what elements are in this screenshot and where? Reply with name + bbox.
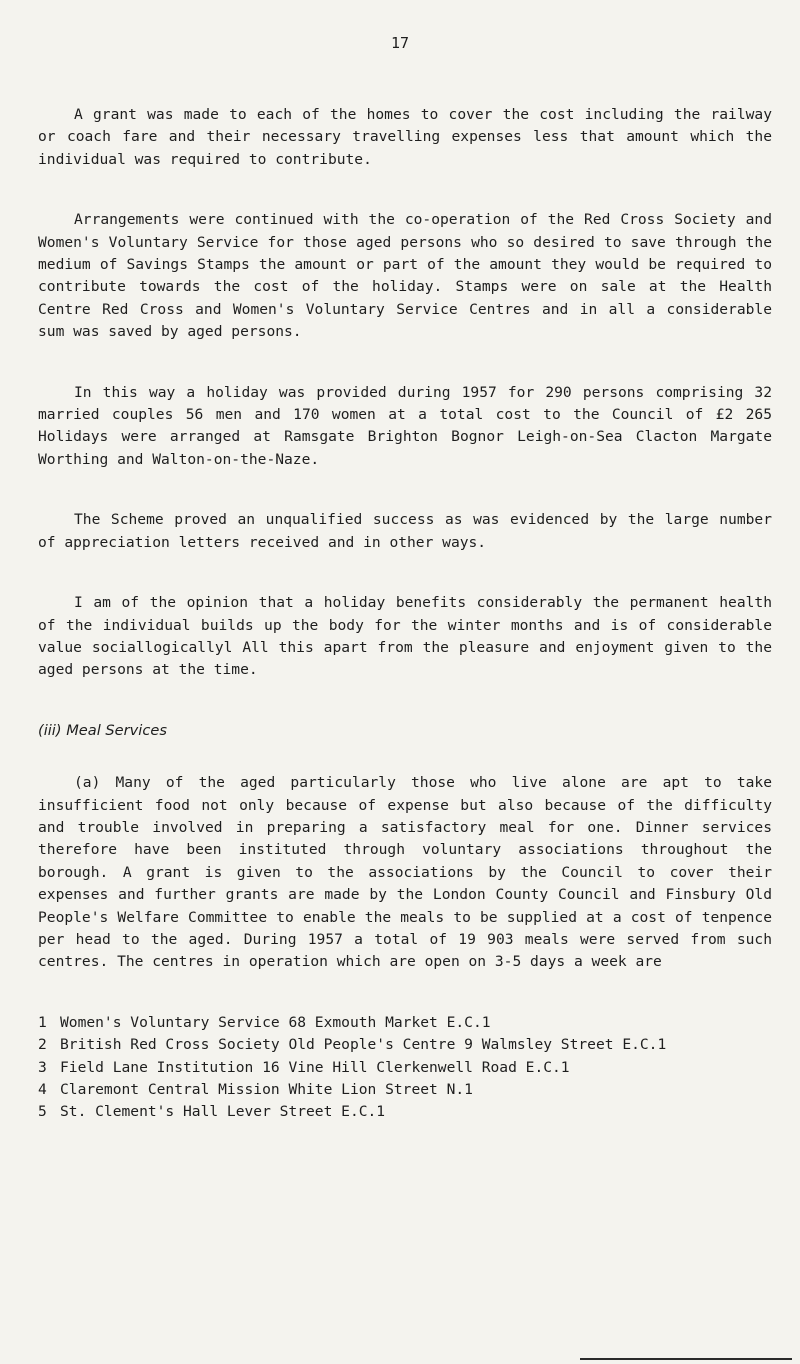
paragraph-scheme-success: The Scheme proved an unqualified success as was evidenced by the large number of appreciation letters received and in other ways.: [38, 511, 772, 551]
list-item-text: St. Clement's Hall Lever Street E.C.1: [60, 1103, 386, 1121]
list-item: [38, 1012, 772, 1034]
paragraph-opinion: I am of the opinion that a holiday benefits considerably the permanent health of the individual builds up the body for the winter months and is of considerable value sociallogicallyl All this apart from the pleasure and enjoyment given to the aged persons at the time.: [38, 594, 772, 679]
section-heading-meal-services: (iii) Meal Services: [38, 721, 167, 739]
page-number: 17: [390, 34, 410, 52]
document-body: [38, 104, 772, 1124]
list-item-text: Women's Voluntary Service 68 Exmouth Market E.C.1: [60, 1013, 491, 1031]
paragraph-meal-services: (a) Many of the aged particularly those who live alone are apt to take insufficient food not only because of expense but also because of the difficulty and trouble involved in preparing a satisfactory meal for one. Dinner services therefore have been instituted through voluntary associations throughout the borough. A grant is given to the associations by the Council to cover their expenses and further grants are made by the London County Council and Finsbury Old People's Welfare Committee to enable the meals to be supplied at a cost of tenpence per head to the aged. During 1957 a total of 19 903 meals were served from such centres. The centres in operation which are open on 3-5 days a week are: [38, 774, 772, 971]
list-item-text: Claremont Central Mission White Lion Street N.1: [60, 1081, 473, 1098]
list-item-number: 4: [38, 1081, 47, 1098]
paragraph-holiday-provision: In this way a holiday was provided during 1957 for 290 persons comprising 32 married couples 56 men and 170 women at a total cost to the Council of £2 265 Holidays were arranged at Ramsgate Brighton Bognor Leigh-on-Sea Clacton Margate Worthing and Walton-on-the-Naze.: [38, 383, 772, 468]
list-item-text: Field Lane Institution 16 Vine Hill Clerkenwell Road E.C.1: [60, 1058, 570, 1076]
list-item-number: 1: [38, 1013, 47, 1031]
footer-rule: [580, 1358, 792, 1360]
paragraph-arrangements: Arrangements were continued with the co-operation of the Red Cross Society and Women's Voluntary Service for those aged persons who so desired to save through the medium of Savings Stamps the amount or part of the amount they would be required to contribute towards the cost of the holiday. Stamps were on sale at the Health Centre Red Cross and Women's Voluntary Service Centres and in all a considerable sum was saved by aged persons.: [38, 211, 772, 341]
list-item: [38, 1057, 772, 1079]
list-item-number: 2: [38, 1036, 47, 1054]
list-item-number: 5: [38, 1103, 47, 1121]
centres-list: [38, 1012, 772, 1124]
paragraph-grant: A grant was made to each of the homes to cover the cost including the railway or coach fare and their necessary travelling expenses less that amount which the individual was required to contribute.: [38, 106, 772, 168]
list-item-number: 3: [38, 1058, 47, 1076]
list-item: [38, 1101, 772, 1123]
list-item: [38, 1034, 772, 1056]
list-item-text: British Red Cross Society Old People's Centre 9 Walmsley Street E.C.1: [60, 1036, 667, 1054]
list-item: [38, 1079, 772, 1101]
